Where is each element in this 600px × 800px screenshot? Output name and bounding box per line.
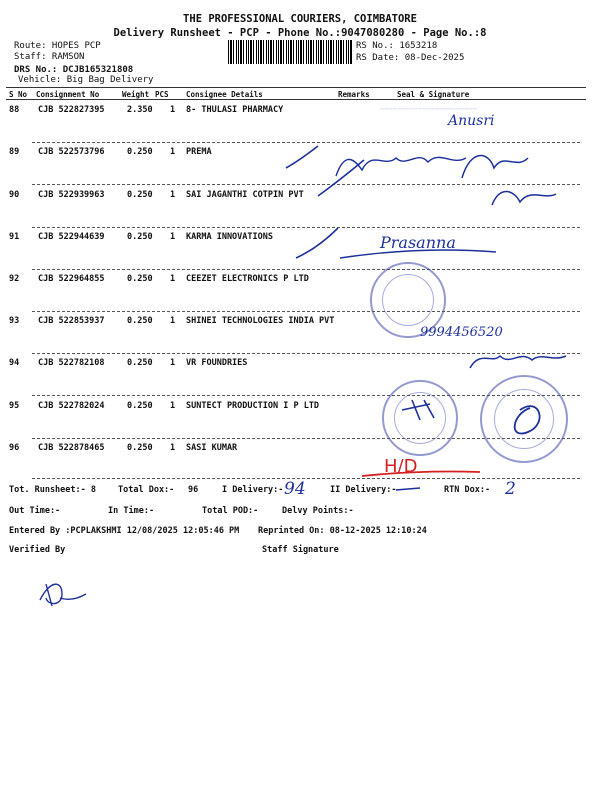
verified-by-signature — [40, 584, 86, 606]
row-weight: 0.250 — [127, 147, 153, 157]
entered-by: Entered By :PCPLAKSHMI 12/08/2025 12:05:46 PM — [9, 526, 240, 536]
total-pod-label: Total POD:- — [202, 506, 259, 516]
row-consignment: CJB 522573796 — [38, 147, 105, 157]
rs-date: RS Date: 08-Dec-2025 — [356, 53, 465, 63]
rtn-dox-label: RTN Dox:- — [444, 485, 491, 495]
col-remarks: Remarks — [338, 90, 370, 99]
row-consignment: CJB 522782024 — [38, 401, 105, 411]
signature-row-90 — [492, 191, 556, 205]
row-sno: 93 — [9, 316, 20, 326]
hd-underline-row-96 — [362, 472, 480, 477]
row-sno: 94 — [9, 358, 20, 368]
tick-mark-91 — [296, 228, 338, 258]
total-dox-label: Total Dox:- — [118, 485, 175, 495]
signature-row-93: 9994456520 — [420, 325, 503, 340]
row-pcs: 1 — [170, 401, 176, 411]
row-consignee: 8- THULASI PHARMACY — [186, 105, 284, 115]
vehicle-label: Vehicle: Big Bag Delivery — [18, 75, 154, 85]
row-sno: 96 — [9, 443, 20, 453]
row-pcs: 1 — [170, 147, 176, 157]
col-consignee: Consignee Details — [186, 90, 263, 99]
col-weight: Weight — [122, 90, 150, 99]
signature-row-89b — [462, 156, 528, 178]
row-pcs: 1 — [170, 274, 176, 284]
row-weight: 0.250 — [127, 443, 153, 453]
row-consignee: VR FOUNDRIES — [186, 358, 248, 368]
row-pcs: 1 — [170, 105, 176, 115]
row-consignment: CJB 522878465 — [38, 443, 105, 453]
col-consignment: Consignment No — [36, 90, 100, 99]
row-consignment: CJB 522944639 — [38, 232, 105, 242]
row-weight: 2.350 — [127, 105, 153, 115]
company-title: THE PROFESSIONAL COURIERS, COIMBATORE — [183, 13, 417, 25]
signature-row-95 — [402, 400, 434, 420]
row-consignee: SAI JAGANTHI COTPIN PVT — [186, 190, 304, 200]
row-weight: 0.250 — [127, 316, 153, 326]
row-consignee: SASI KUMAR — [186, 443, 238, 453]
rs-number: RS No.: 1653218 — [356, 41, 438, 51]
row-weight: 0.250 — [127, 401, 153, 411]
reprinted-on: Reprinted On: 08-12-2025 12:10:24 — [258, 526, 427, 536]
row-consignee: KARMA INNOVATIONS — [186, 232, 273, 242]
tot-runsheet: Tot. Runsheet:- 8 — [9, 485, 96, 495]
tick-mark-89 — [286, 146, 318, 168]
i-delivery-handwritten: 94 — [284, 479, 306, 499]
row-sno: 91 — [9, 232, 20, 242]
company-stamp-text: ~~~~~~~~~~~~~~~~~~~~~~~ — [380, 105, 477, 113]
row-sno: 88 — [9, 105, 20, 115]
out-time-label: Out Time:- — [9, 506, 61, 516]
signature-row-95b — [515, 406, 540, 433]
row-consignee: CEEZET ELECTRONICS P LTD — [186, 274, 309, 284]
row-sno: 89 — [9, 147, 20, 157]
col-pcs: PCS — [155, 90, 169, 99]
signature-row-88: Anusri — [448, 113, 495, 129]
signature-row-94 — [470, 356, 566, 368]
in-time-label: In Time:- — [108, 506, 155, 516]
drs-number: DRS No.: DCJB165321808 — [14, 65, 134, 75]
row-pcs: 1 — [170, 443, 176, 453]
row-pcs: 1 — [170, 232, 176, 242]
row-weight: 0.250 — [127, 358, 153, 368]
row-consignee: SHINEI TECHNOLOGIES INDIA PVT — [186, 316, 335, 326]
row-consignment: CJB 522939963 — [38, 190, 105, 200]
delvy-points-label: Delvy Points:- — [282, 506, 354, 516]
signature-row-91: Prasanna — [380, 233, 456, 252]
total-dox-value: 96 — [188, 485, 199, 495]
hd-mark-row-96: H/D — [384, 456, 418, 477]
i-delivery-label: I Delivery:- — [222, 485, 284, 495]
row-sno: 92 — [9, 274, 20, 284]
row-consignee: PREMA — [186, 147, 212, 157]
route-label: Route: HOPES PCP — [14, 41, 101, 51]
ii-delivery-label: II Delivery:- — [330, 485, 397, 495]
ii-delivery-dash — [396, 488, 420, 490]
row-consignment: CJB 522853937 — [38, 316, 105, 326]
rtn-dox-handwritten: 2 — [505, 479, 516, 499]
row-consignee: SUNTECT PRODUCTION I P LTD — [186, 401, 320, 411]
verified-by-label: Verified By — [9, 545, 66, 555]
row-weight: 0.250 — [127, 190, 153, 200]
row-consignment: CJB 522782108 — [38, 358, 105, 368]
row-weight: 0.250 — [127, 232, 153, 242]
runsheet-subtitle: Delivery Runsheet - PCP - Phone No.:9047080280 - Page No.:8 — [113, 27, 487, 39]
row-weight: 0.250 — [127, 274, 153, 284]
col-sno: S No — [9, 90, 28, 99]
row-consignment: CJB 522827395 — [38, 105, 105, 115]
staff-signature-label: Staff Signature — [262, 545, 339, 555]
underline-row-91 — [340, 250, 496, 258]
row-pcs: 1 — [170, 316, 176, 326]
row-sno: 95 — [9, 401, 20, 411]
row-sno: 90 — [9, 190, 20, 200]
row-pcs: 1 — [170, 190, 176, 200]
col-seal: Seal & Signature — [397, 90, 470, 99]
row-consignment: CJB 522964855 — [38, 274, 105, 284]
staff-label: Staff: RAMSON — [14, 52, 85, 62]
row-pcs: 1 — [170, 358, 176, 368]
